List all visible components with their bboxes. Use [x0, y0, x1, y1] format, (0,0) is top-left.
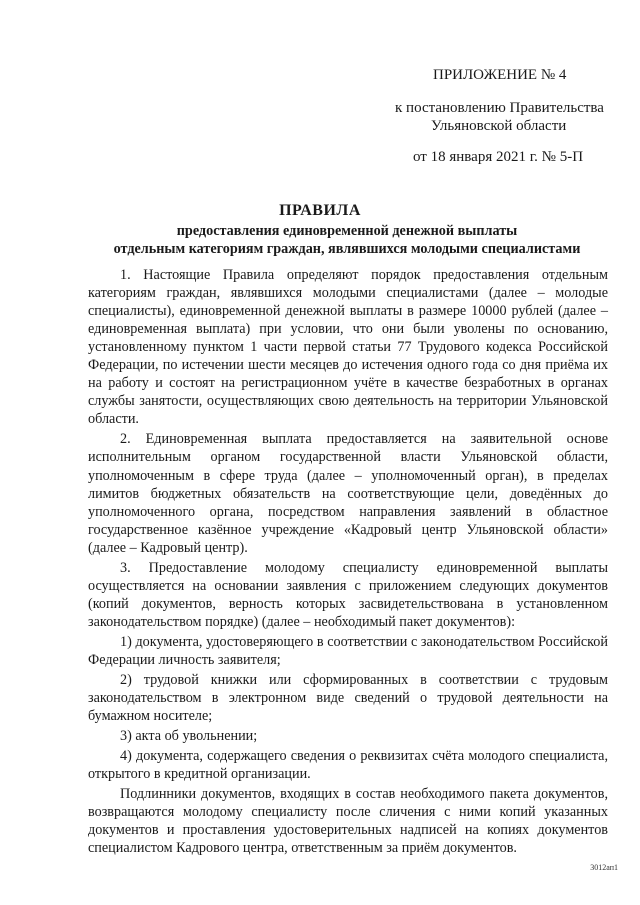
paragraph-originals: Подлинники документов, входящих в состав необходимого пакета документов, возвращаются молодому специалисту после сличения с ними копий указанных документов и проставления удостоверительных надписей на копиях документов специалистом Кадрового центра, ответственным за приём документов.	[88, 786, 608, 857]
list-item-2: 2) трудовой книжки или сформированных в соответствии с трудовым законодательством в электронном виде сведений о трудовой деятельности на бумажном носителе;	[88, 672, 608, 725]
document-code: 3012ап1	[590, 863, 618, 872]
paragraph-3: 3. Предоставление молодому специалисту единовременной выплаты осуществляется на основании заявления с приложением следующих документов (копий документов, верность которых засвидетельствована в установленном законодательством порядке) (далее – необходимый пакет документов):	[88, 559, 608, 630]
resolution-date-number: от 18 января 2021 г. № 5-П	[413, 149, 584, 165]
list-item-4: 4) документа, содержащего сведения о реквизитах счёта молодого специалиста, открытого в кредитной организации.	[88, 748, 608, 783]
paragraph-1: 1. Настоящие Правила определяют порядок предоставления отдельным категориям граждан, являвшихся молодыми специалистами (далее – молодые специалисты), единовременной денежной выплаты в размере 10000 рублей (далее – единовременная выплата) при условии, что они были уволены по основанию, установленному пунктом 1 части первой статьи 77 Трудового кодекса Российской Федерации, по истечении шести месяцев до истечения одного года со дня приёма их на работу и состоят на регистрационном учёте в качестве безработных в органах службы занятости, осуществляющих свою деятельность на территории Ульяновской области.	[88, 267, 608, 428]
document-subtitle-line-1: предоставления единовременной денежной выплаты	[176, 223, 518, 239]
region-name: Ульяновской области	[431, 118, 567, 134]
document-title: ПРАВИЛА	[279, 202, 361, 219]
list-item-1: 1) документа, удостоверяющего в соответствии с законодательством Российской Федерации личность заявителя;	[88, 633, 608, 668]
paragraph-2: 2. Единовременная выплата предоставляется на заявительной основе исполнительным органом государственной власти Ульяновской области, уполномоченным в сфере труда (далее – уполномоченный орган), в пределах лимитов бюджетных обязательств на соответствующие цели, доведённых до уполномоченного органа, посредством направления заявлений в областное государственное казённое учреждение «Кадровый центр Ульяновской области» (далее – Кадровый центр).	[88, 431, 608, 556]
document-subtitle-line-2: отдельным категориям граждан, являвшихся молодыми специалистами	[113, 241, 581, 257]
resolution-reference: к постановлению Правительства	[395, 100, 604, 116]
document-body	[88, 266, 608, 858]
appendix-label: ПРИЛОЖЕНИЕ № 4	[433, 67, 567, 83]
list-item-3: 3) акта об увольнении;	[120, 728, 258, 745]
